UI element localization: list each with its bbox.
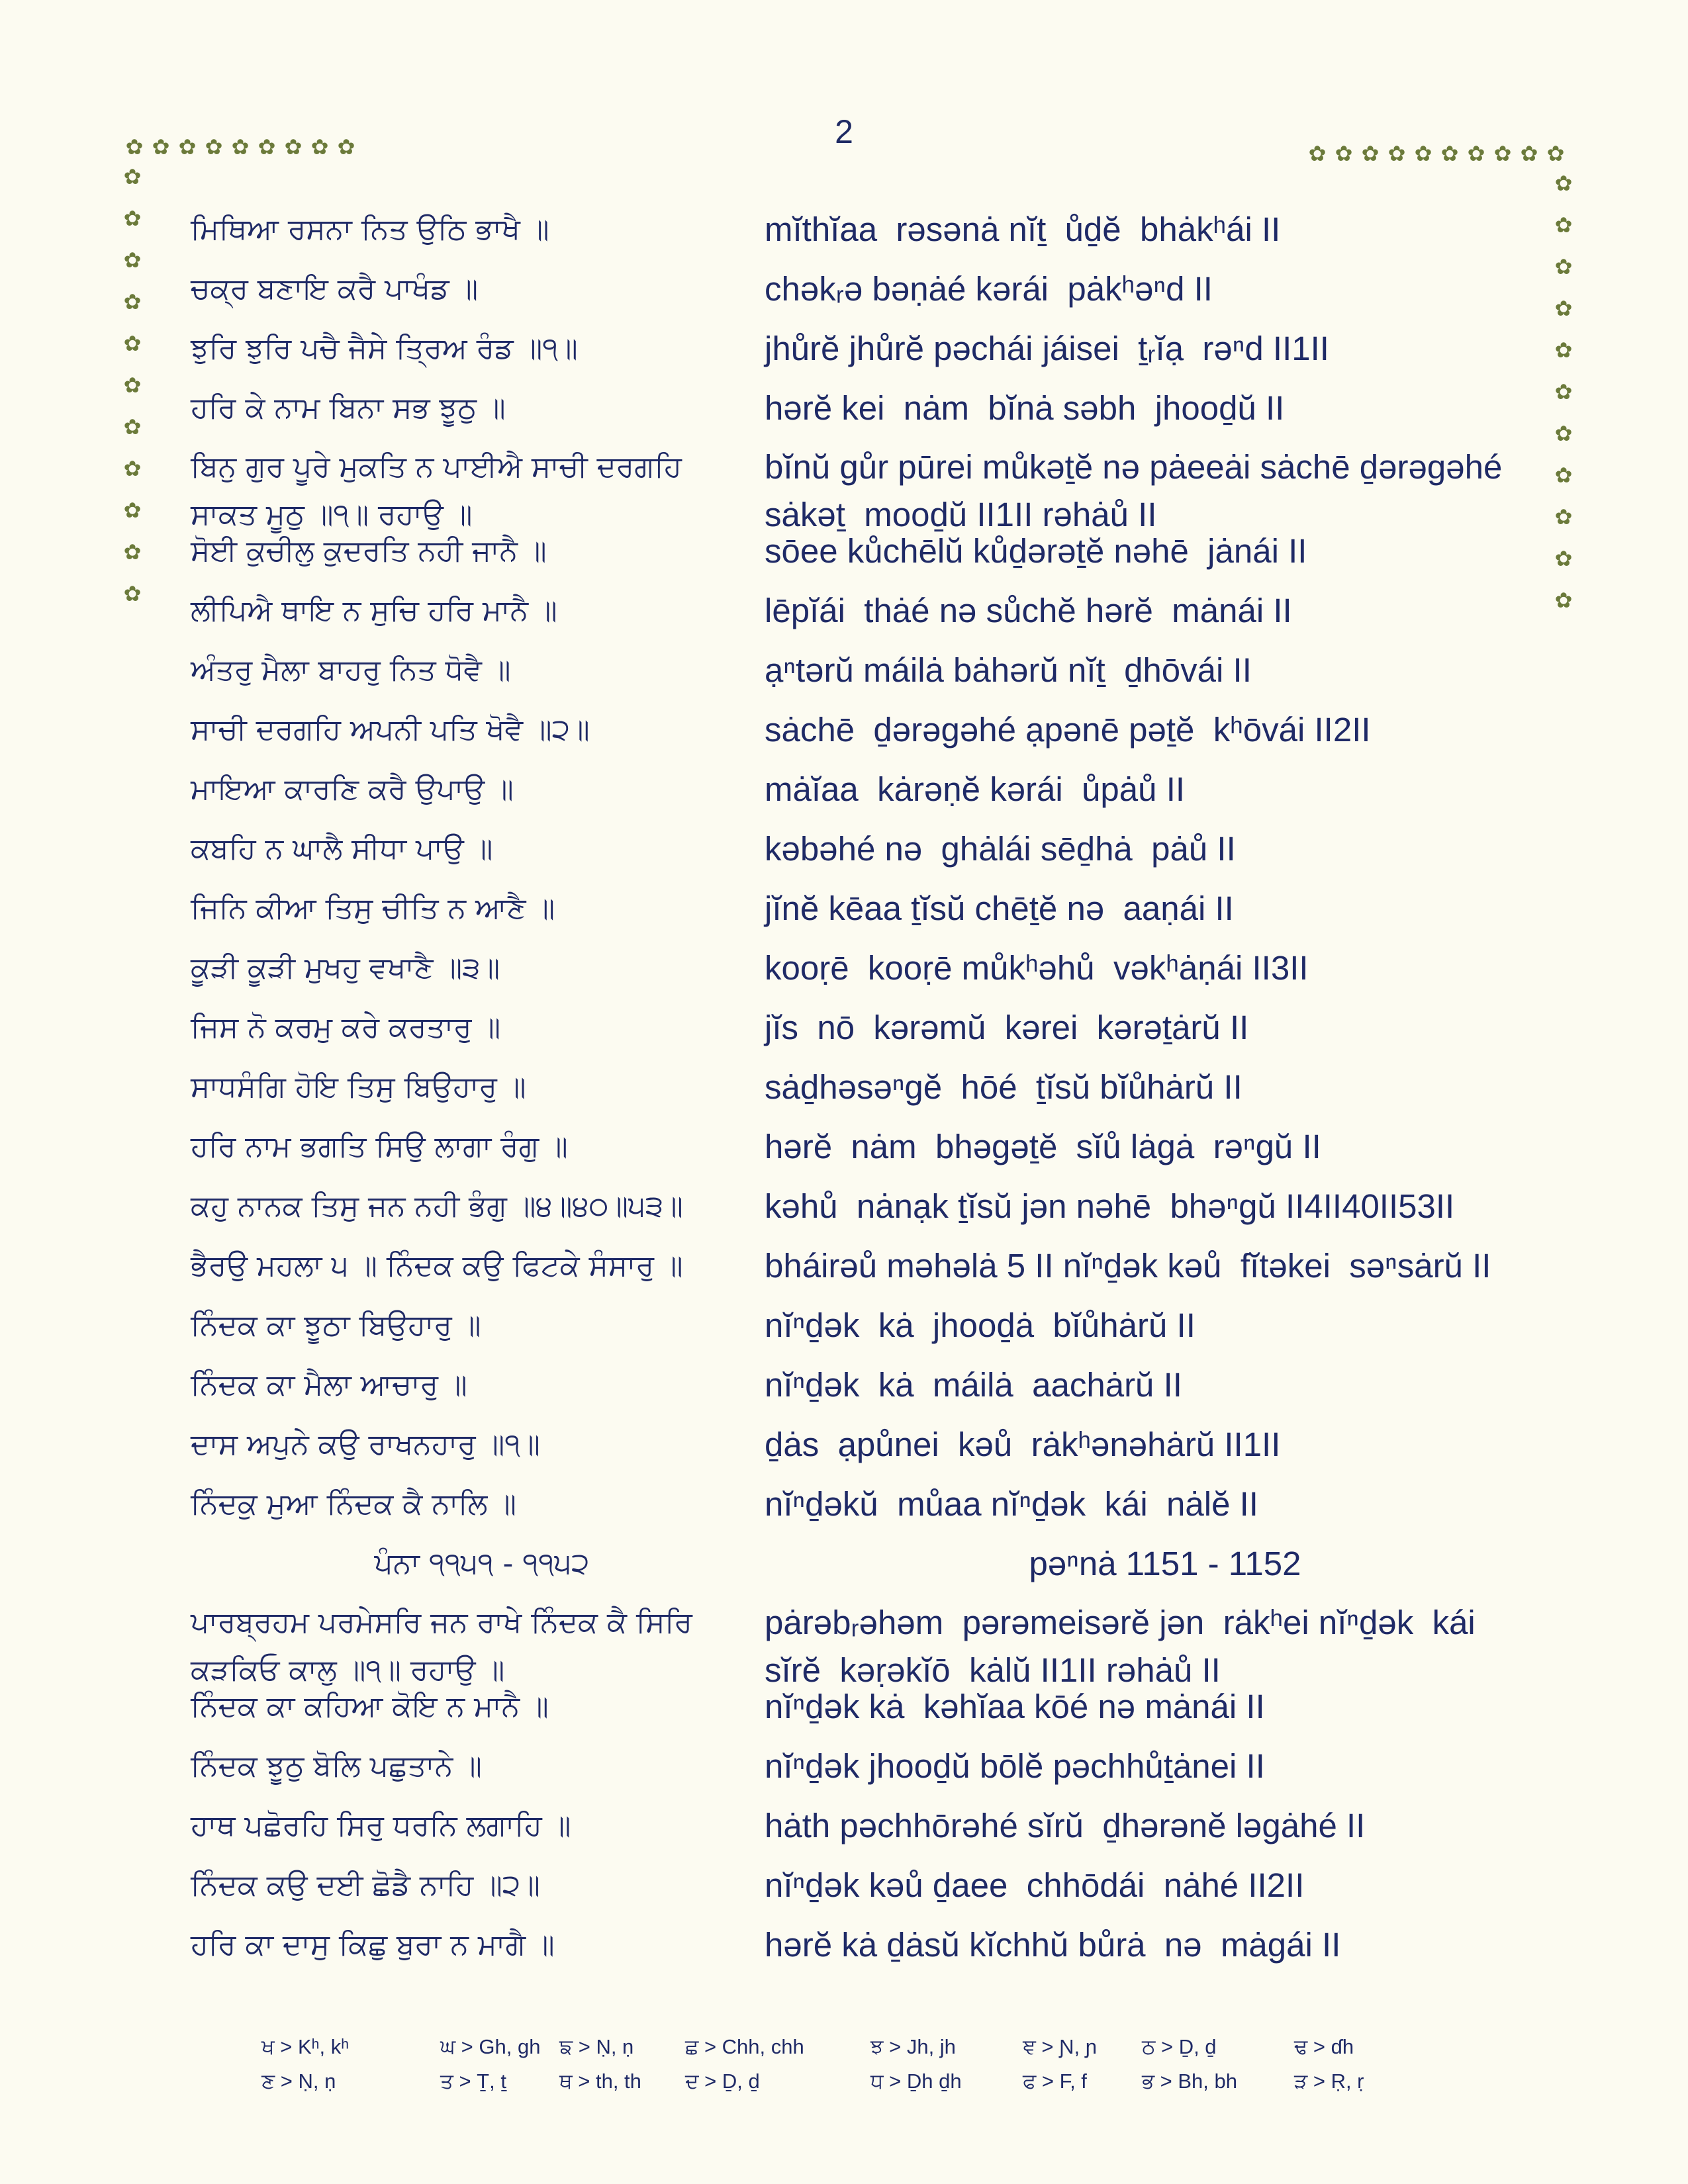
flower-ornament-icon: ✿ bbox=[123, 456, 142, 481]
transliteration-line: mĭthĭaa rəsənȧ nĭṯ ůḏĕ bhȧkʰái II bbox=[765, 210, 1281, 248]
flower-ornament-icon: ✿ bbox=[123, 289, 142, 314]
transliteration-line: nĭⁿḏək jhooḏŭ bōlĕ pəchhůṯȧnei II bbox=[765, 1747, 1265, 1785]
flower-ornament-icon: ✿ bbox=[123, 414, 142, 439]
flower-ornament-icon: ✿ bbox=[1554, 463, 1573, 488]
transliteration-line: sōee kůchēlŭ kůḏərəṯĕ nəhē jȧnái II bbox=[765, 532, 1307, 570]
gurmukhi-line: ਨਿੰਦਕ ਕਾ ਮੈਲਾ ਆਚਾਰੁ ॥ bbox=[191, 1368, 467, 1402]
transliteration-line: kəhů nȧnạk ṯĭsŭ jən nəhē bhəⁿgŭ II4II40II53II bbox=[765, 1187, 1455, 1225]
flower-ornament-icon: ✿ bbox=[1387, 141, 1406, 166]
legend-item: ਤ > Ṯ, ṯ bbox=[440, 2070, 506, 2093]
gurmukhi-line: ਹਰਿ ਨਾਮ ਭਗਤਿ ਸਿਉ ਲਾਗਾ ਰੰਗੁ ॥ bbox=[191, 1130, 568, 1163]
flower-ornament-icon: ✿ bbox=[123, 248, 142, 273]
legend-item: ਢ > ɗh bbox=[1294, 2035, 1354, 2058]
gurmukhi-line: ਬਿਨੁ ਗੁਰ ਪੂਰੇ ਮੁਕਤਿ ਨ ਪਾਈਐ ਸਾਚੀ ਦਰਗਹਿ ਸਾਕਤ ਮੂਠੁ ॥੧॥ ਰਹਾਉ ॥ bbox=[191, 450, 682, 531]
legend-item: ਫ > F, f bbox=[1023, 2070, 1087, 2093]
legend-item: ੜ > Ṛ, ṛ bbox=[1294, 2070, 1364, 2093]
gurmukhi-line: ਨਿੰਦਕ ਕਾ ਝੂਠਾ ਬਿਉਹਾਰੁ ॥ bbox=[191, 1308, 481, 1342]
transliteration-line: ạⁿtərŭ máilȧ bȧhərŭ nĭṯ ḏhōvái II bbox=[765, 651, 1252, 689]
page-range-transliteration: pəⁿnȧ 1151 - 1152 bbox=[1029, 1545, 1301, 1582]
gurmukhi-line: ਸਾਧਸੰਗਿ ਹੋਇ ਤਿਸੁ ਬਿਉਹਾਰੁ ॥ bbox=[191, 1070, 526, 1104]
transliteration-line: hərĕ kei nȧm bĭnȧ səbh jhooḏŭ II bbox=[765, 389, 1285, 427]
gurmukhi-line: ਨਿੰਦਕ ਕਾ ਕਹਿਆ ਕੋਇ ਨ ਮਾਨੈ ॥ bbox=[191, 1690, 549, 1723]
legend-item: ਖ > Kʰ, kʰ bbox=[261, 2035, 350, 2058]
flower-ornament-icon: ✿ bbox=[123, 581, 142, 606]
flower-ornament-icon: ✿ bbox=[125, 134, 144, 159]
gurmukhi-line: ਸਾਚੀ ਦਰਗਹਿ ਅਪਨੀ ਪਤਿ ਖੋਵੈ ॥੨॥ bbox=[191, 713, 590, 747]
legend-item: ਥ > th, th bbox=[559, 2070, 641, 2093]
legend-item: ਭ > Bh, bh bbox=[1142, 2070, 1237, 2093]
gurmukhi-line: ਝੁਰਿ ਝੁਰਿ ਪਚੈ ਜੈਸੇ ਤ੍ਰਿਅ ਰੰਡ ॥੧॥ bbox=[191, 332, 578, 365]
flower-ornament-icon: ✿ bbox=[1554, 254, 1573, 279]
flower-ornament-icon: ✿ bbox=[123, 331, 142, 356]
gurmukhi-line: ਕੂੜੀ ਕੂੜੀ ਮੁਖਹੁ ਵਖਾਣੈ ॥੩॥ bbox=[191, 951, 500, 985]
gurmukhi-line: ਨਿੰਦਕੁ ਮੁਆ ਨਿੰਦਕ ਕੈ ਨਾਲਿ ॥ bbox=[191, 1487, 517, 1521]
transliteration-line: hȧth pəchhōrəhé sĭrŭ ḏhərənĕ ləgȧhé II bbox=[765, 1807, 1366, 1844]
transliteration-line: chəkᵣə bəṇȧé kərái pȧkʰəⁿd II bbox=[765, 270, 1213, 308]
transliteration-line: jĭnĕ kēaa ṯĭsŭ chēṯĕ nə aaṇái II bbox=[765, 889, 1234, 927]
gurmukhi-line: ਪਾਰਬ੍ਰਹਮ ਪਰਮੇਸਰਿ ਜਨ ਰਾਖੇ ਨਿੰਦਕ ਕੈ ਸਿਰਿ ਕੜਕਿਓ ਕਾਲੁ ॥੧॥ ਰਹਾਉ ॥ bbox=[191, 1606, 692, 1687]
legend-item: ਞ > Ɲ, ɲ bbox=[1023, 2035, 1097, 2058]
flower-ornament-icon: ✿ bbox=[1554, 421, 1573, 446]
flower-ornament-icon: ✿ bbox=[205, 134, 223, 159]
transliteration-line: ḏȧs ạpůnei kəů rȧkʰənəhȧrŭ II1II bbox=[765, 1426, 1281, 1463]
transliteration-line: bháirəů məhəlȧ 5 II nĭⁿḏək kəů fĭtəkei səⁿsȧrŭ II bbox=[765, 1247, 1491, 1285]
gurmukhi-line: ਕਹੁ ਨਾਨਕ ਤਿਸੁ ਜਨ ਨਹੀ ਭੰਗੁ ॥੪॥੪੦॥੫੩॥ bbox=[191, 1189, 683, 1223]
gurmukhi-line: ਜਿਸ ਨੋ ਕਰਮੁ ਕਰੇ ਕਰਤਾਰੁ ॥ bbox=[191, 1011, 501, 1044]
flower-ornament-icon: ✿ bbox=[123, 539, 142, 565]
flower-ornament-icon: ✿ bbox=[123, 373, 142, 398]
transliteration-line: bĭnŭ gůr pūrei můkəṯĕ nə pȧeeȧi sȧchē ḏərəgəhé sȧkəṯ mooḏŭ II1II rəhȧů II bbox=[765, 448, 1503, 533]
flower-ornament-icon: ✿ bbox=[1440, 141, 1459, 166]
gurmukhi-line: ਨਿੰਦਕ ਕਉ ਦਈ ਛੋਡੈ ਨਾਹਿ ॥੨॥ bbox=[191, 1868, 540, 1902]
gurmukhi-line: ਹਰਿ ਕਾ ਦਾਸੁ ਕਿਛੁ ਬੁਰਾ ਨ ਮਾਗੈ ॥ bbox=[191, 1928, 555, 1962]
legend-item: ਙ > Ṇ, ṇ bbox=[559, 2035, 634, 2058]
transliteration-line: mȧĭaa kȧrəṇĕ kərái ůpȧů II bbox=[765, 770, 1186, 808]
transliteration-line: lēpĭái thȧé nə sůchĕ hərĕ mȧnái II bbox=[765, 592, 1292, 629]
gurmukhi-line: ਸੋਈ ਕੁਚੀਲੁ ਕੁਦਰਤਿ ਨਹੀ ਜਾਨੈ ॥ bbox=[191, 534, 547, 568]
flower-ornament-icon: ✿ bbox=[1554, 212, 1573, 238]
flower-ornament-icon: ✿ bbox=[178, 134, 197, 159]
flower-ornament-icon: ✿ bbox=[1335, 141, 1353, 166]
legend-item: ਧ > Ḏh ḏh bbox=[870, 2070, 962, 2093]
gurmukhi-line: ਚਕ੍ਰ ਬਣਾਇ ਕਰੈ ਪਾਖੰਡ ॥ bbox=[191, 272, 479, 306]
transliteration-line: nĭⁿḏəkŭ můaa nĭⁿḏək kái nȧlĕ II bbox=[765, 1485, 1258, 1523]
flower-ornament-icon: ✿ bbox=[337, 134, 355, 159]
flower-ornament-icon: ✿ bbox=[123, 498, 142, 523]
gurmukhi-line: ਲੀਪਿਐ ਥਾਇ ਨ ਸੁਚਿ ਹਰਿ ਮਾਨੈ ॥ bbox=[191, 594, 557, 627]
gurmukhi-line: ਭੈਰਉ ਮਹਲਾ ੫ ॥ ਨਿੰਦਕ ਕਉ ਫਿਟਕੇ ਸੰਸਾਰੁ ॥ bbox=[191, 1249, 683, 1283]
flower-ornament-icon: ✿ bbox=[1520, 141, 1538, 166]
flower-ornament-icon: ✿ bbox=[1554, 296, 1573, 321]
legend-item: ਦ > Ḏ, ḏ bbox=[685, 2070, 760, 2093]
legend-row bbox=[261, 2070, 1453, 2104]
transliteration-line: nĭⁿḏək kȧ máilȧ aachȧrŭ II bbox=[765, 1366, 1182, 1404]
legend-item: ਝ > Jh, jh bbox=[870, 2035, 956, 2058]
transliteration-line: kooṛē kooṛē můkʰəhů vəkʰȧṇái II3II bbox=[765, 949, 1309, 987]
gurmukhi-line: ਜਿਨਿ ਕੀਆ ਤਿਸੁ ਚੀਤਿ ਨ ਆਣੈ ॥ bbox=[191, 891, 555, 925]
flower-ornament-icon: ✿ bbox=[123, 206, 142, 231]
transliteration-line: hərĕ kȧ ḏȧsŭ kĭchhŭ bůrȧ nə mȧgái II bbox=[765, 1926, 1341, 1964]
page-number: 2 bbox=[835, 113, 853, 150]
gurmukhi-line: ਮਿਥਿਆ ਰਸਨਾ ਨਿਤ ਉਠਿ ਭਾਖੈ ॥ bbox=[191, 212, 549, 246]
flower-ornament-icon: ✿ bbox=[1554, 504, 1573, 529]
legend-item: ਣ > Ṇ, ṇ bbox=[261, 2070, 336, 2093]
gurmukhi-line: ਕਬਹਿ ਨ ਘਾਲੈ ਸੀਧਾ ਪਾਉ ॥ bbox=[191, 832, 493, 866]
flower-ornament-icon: ✿ bbox=[1554, 588, 1573, 613]
flower-ornament-icon: ✿ bbox=[1467, 141, 1485, 166]
flower-ornament-icon: ✿ bbox=[1361, 141, 1380, 166]
gurmukhi-line: ਦਾਸ ਅਪੁਨੇ ਕਉ ਰਾਖਨਹਾਰੁ ॥੧॥ bbox=[191, 1428, 540, 1461]
transliteration-line: sȧchē ḏərəgəhé ạpənē pəṯĕ kʰōvái II2II bbox=[765, 711, 1371, 749]
transliteration-line: nĭⁿḏək kȧ jhooḏȧ bĭůhȧrŭ II bbox=[765, 1306, 1196, 1344]
transliteration-line: nĭⁿḏək kȧ kəhĭaa kōé nə mȧnái II bbox=[765, 1688, 1265, 1725]
legend-item: ਘ > Gh, gh bbox=[440, 2035, 541, 2058]
flower-ornament-icon: ✿ bbox=[1546, 141, 1565, 166]
flower-ornament-icon: ✿ bbox=[310, 134, 329, 159]
transliteration-line: jĭs nō kərəmŭ kərei kərəṯȧrŭ II bbox=[765, 1009, 1249, 1046]
flower-ornament-icon: ✿ bbox=[1554, 338, 1573, 363]
flower-ornament-icon: ✿ bbox=[1554, 379, 1573, 404]
flower-ornament-icon: ✿ bbox=[1493, 141, 1512, 166]
flower-ornament-icon: ✿ bbox=[1414, 141, 1432, 166]
flower-ornament-icon: ✿ bbox=[1554, 546, 1573, 571]
flower-ornament-icon: ✿ bbox=[123, 164, 142, 189]
legend-item: ਠ > Ḏ, ḏ bbox=[1142, 2035, 1217, 2058]
flower-ornament-icon: ✿ bbox=[1554, 171, 1573, 196]
flower-ornament-icon: ✿ bbox=[152, 134, 170, 159]
transliteration-legend bbox=[261, 2035, 1453, 2104]
gurmukhi-line: ਹਾਥ ਪਛੋਰਹਿ ਸਿਰੁ ਧਰਨਿ ਲਗਾਹਿ ॥ bbox=[191, 1809, 571, 1843]
flower-ornament-icon: ✿ bbox=[231, 134, 250, 159]
transliteration-line: pȧrəbᵣəhəm pərəmeisərĕ jən rȧkʰei nĭⁿḏək kái sĭrĕ kəṛəkĭō kȧlŭ II1II rəhȧů II bbox=[765, 1604, 1476, 1689]
transliteration-line: kəbəhé nə ghȧlái sēḏhȧ pȧů II bbox=[765, 830, 1236, 868]
transliteration-line: sȧḏhəsəⁿgĕ hōé ṯĭsŭ bĭůhȧrŭ II bbox=[765, 1068, 1243, 1106]
gurmukhi-line: ਅੰਤਰੁ ਮੈਲਾ ਬਾਹਰੁ ਨਿਤ ਧੋਵੈ ॥ bbox=[191, 653, 511, 687]
gurmukhi-line: ਹਰਿ ਕੇ ਨਾਮ ਬਿਨਾ ਸਭ ਝੂਠੁ ॥ bbox=[191, 391, 506, 425]
legend-item: ਛ > Chh, chh bbox=[685, 2035, 804, 2058]
transliteration-line: nĭⁿḏək kəů ḏaee chhōdái nȧhé II2II bbox=[765, 1866, 1305, 1904]
page-range-gurmukhi: ਪੰਨਾ ੧੧੫੧ - ੧੧੫੨ bbox=[374, 1547, 590, 1580]
flower-ornament-icon: ✿ bbox=[284, 134, 303, 159]
gurmukhi-line: ਮਾਇਆ ਕਾਰਣਿ ਕਰੈ ਉਪਾਉ ॥ bbox=[191, 772, 514, 806]
legend-row bbox=[261, 2035, 1453, 2070]
transliteration-line: jhůrĕ jhůrĕ pəchái jáisei ṯᵣĭạ rəⁿd II1II bbox=[765, 330, 1329, 367]
flower-ornament-icon: ✿ bbox=[1308, 141, 1327, 166]
transliteration-line: hərĕ nȧm bhəgəṯĕ sĭů lȧgȧ rəⁿgŭ II bbox=[765, 1128, 1321, 1165]
flower-ornament-icon: ✿ bbox=[258, 134, 276, 159]
gurmukhi-line: ਨਿੰਦਕ ਝੂਠੁ ਬੋਲਿ ਪਛੁਤਾਨੇ ॥ bbox=[191, 1749, 482, 1783]
